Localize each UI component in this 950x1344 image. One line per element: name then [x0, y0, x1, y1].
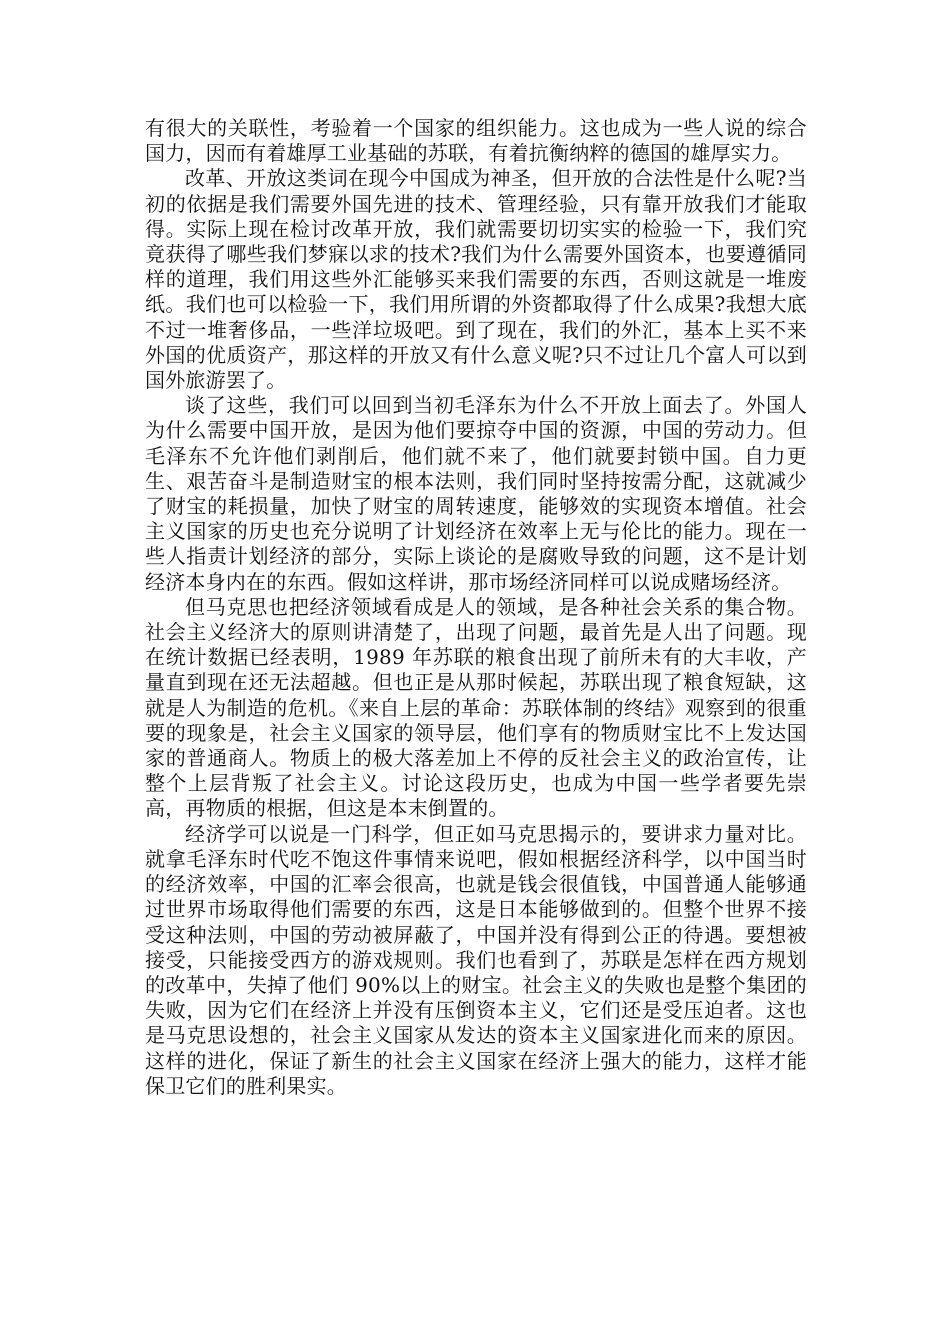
document-page: [145, 116, 807, 1236]
paragraph-1: 有很大的关联性，考验着一个国家的组织能力。这也成为一些人说的综合国力，因而有着雄厚工业基础的苏联，有着抗衡纳粹的德国的雄厚实力。: [145, 116, 807, 166]
paragraph-4: 但马克思也把经济领域看成是人的领域，是各种社会关系的集合物。社会主义经济大的原则讲清楚了，出现了问题，最首先是人出了问题。现在统计数据已经表明，1989 年苏联的粮食出现了前所未有的大丰收，产量直到现在还无法超越。但也正是从那时候起，苏联出现了粮食短缺，这就是人为制造的危机。《来自上层的革命：苏联体制的终结》观察到的很重要的现象是，社会主义国家的领导层，他们享有的物质财宝比不上发达国家的普通商人。物质上的极大落差加上不停的反社会主义的政治宣传，让整个上层背叛了社会主义。讨论这段历史，也成为中国一些学者要先崇高，再物质的根据，但这是本末倒置的。: [145, 594, 807, 821]
paragraph-5: 经济学可以说是一门科学，但正如马克思揭示的，要讲求力量对比。就拿毛泽东时代吃不饱这件事情来说吧，假如根据经济科学，以中国当时的经济效率，中国的汇率会很高，也就是钱会很值钱，中国普通人能够通过世界市场取得他们需要的东西，这是日本能够做到的。但整个世界不接受这种法则，中国的劳动被屏蔽了，中国并没有得到公正的待遇。要想被接受，只能接受西方的游戏规则。我们也看到了，苏联是怎样在西方规划的改革中，失掉了他们 90%以上的财宝。社会主义的失败也是整个集团的失败，因为它们在经济上并没有压倒资本主义，它们还是受压迫者。这也是马克思设想的，社会主义国家从发达的资本主义国家进化而来的原因。这样的进化，保证了新生的社会主义国家在经济上强大的能力，这样才能保卫它们的胜利果实。: [145, 821, 807, 1098]
paragraph-2: 改革、开放这类词在现今中国成为神圣，但开放的合法性是什么呢?当初的依据是我们需要外国先进的技术、管理经验，只有靠开放我们才能取得。实际上现在检讨改革开放，我们就需要切切实实的检验一下，我们究竟获得了哪些我们梦寐以求的技术?我们为什么需要外国资本，也要遵循同样的道理，我们用这些外汇能够买来我们需要的东西，否则这就是一堆废纸。我们也可以检验一下，我们用所谓的外资都取得了什么成果?我想大底不过一堆奢侈品，一些洋垃圾吧。到了现在，我们的外汇，基本上买不来外国的优质资产，那这样的开放又有什么意义呢?只不过让几个富人可以到国外旅游罢了。: [145, 166, 807, 393]
paragraph-3: 谈了这些，我们可以回到当初毛泽东为什么不开放上面去了。外国人为什么需要中国开放，是因为他们要掠夺中国的资源，中国的劳动力。但毛泽东不允许他们剥削后，他们就不来了，他们就要封锁中国。自力更生、艰苦奋斗是制造财宝的根本法则，我们同时坚持按需分配，这就减少了财宝的耗损量，加快了财宝的周转速度，能够效的实现资本增值。社会主义国家的历史也充分说明了计划经济在效率上无与伦比的能力。现在一些人指责计划经济的部分，实际上谈论的是腐败导致的问题，这不是计划经济本身内在的东西。假如这样讲，那市场经济同样可以说成赌场经济。: [145, 393, 807, 594]
